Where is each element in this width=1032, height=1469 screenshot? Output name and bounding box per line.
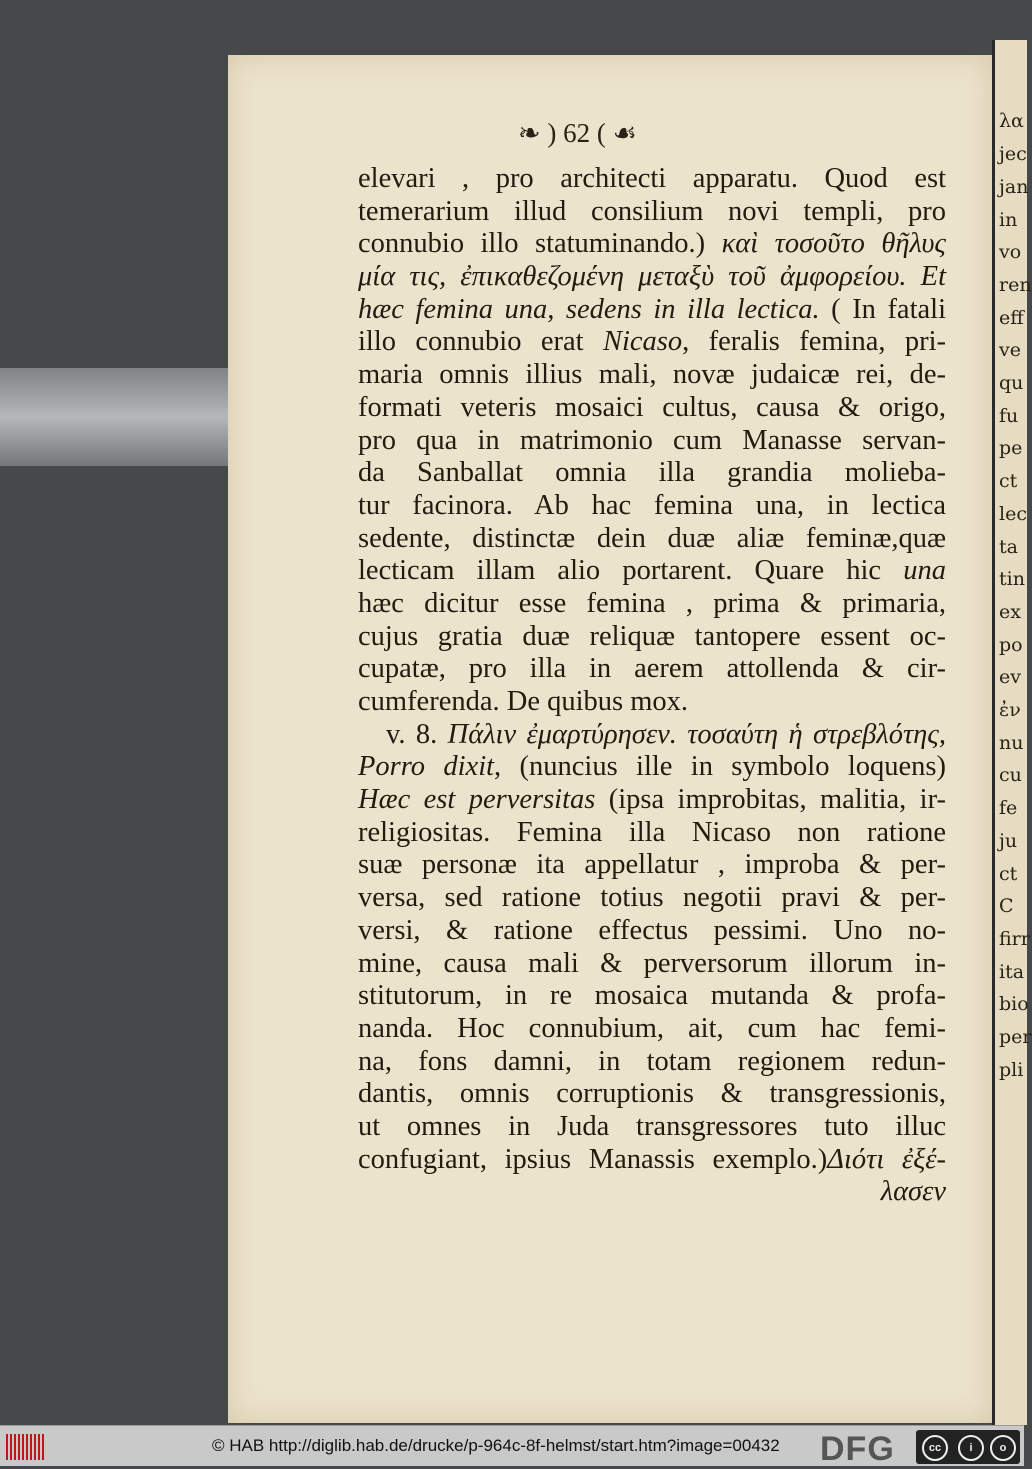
text-segment: connubio illo statuminando.) — [358, 228, 722, 260]
facing-page-fragment: nu — [999, 731, 1024, 754]
text-line — [358, 784, 946, 817]
text-segment: καὶ τοσοῦτο θῆλυς — [721, 228, 946, 260]
facing-page-fragment: lec — [999, 502, 1027, 525]
text-segment: maria omnis illius mali, novæ judaicæ rei, de- — [358, 359, 946, 391]
sa-icon: o — [990, 1435, 1016, 1461]
facing-page-fragment: ct — [999, 470, 1018, 493]
text-line — [358, 555, 946, 588]
facing-page-fragment: pe — [999, 437, 1023, 460]
text-segment: (ipsa improbitas, malitia, ir- — [595, 784, 946, 816]
text-line — [358, 261, 946, 294]
hab-logo-icon — [6, 1434, 46, 1460]
text-line — [358, 817, 946, 850]
facing-page-fragment: qu — [999, 372, 1024, 395]
facing-page-fragment: jan — [999, 175, 1029, 198]
page-header: ❧ ) 62 ( ☙ — [518, 118, 637, 148]
facing-page-fragment: C — [999, 895, 1014, 918]
text-line — [358, 1111, 946, 1144]
text-segment: na, fons damni, in totam regionem redun- — [358, 1045, 946, 1077]
facing-page-fragment: jec — [999, 143, 1027, 166]
text-segment: suæ personæ ita appellatur , improba & per- — [358, 849, 946, 881]
text-line — [358, 849, 946, 882]
text-line — [358, 490, 946, 523]
facing-page-fragment — [995, 73, 1027, 106]
page-body-text — [358, 163, 946, 1209]
text-line — [358, 588, 946, 621]
text-line — [358, 686, 946, 719]
facing-page-fragment: ren — [999, 273, 1032, 296]
text-segment: λασεν — [880, 1176, 946, 1208]
text-segment: Nicaso — [602, 326, 683, 358]
facing-page-fragment: ev — [999, 666, 1021, 689]
facing-page-fragment — [995, 40, 1027, 73]
text-segment: μία τις, ἐπικαθεζομένη μεταξὺ τοῦ ἀμφορείου. Et — [358, 261, 946, 293]
text-line — [358, 1078, 946, 1111]
text-segment: ( In fatali — [819, 293, 946, 325]
text-line — [358, 326, 946, 359]
text-line — [358, 915, 946, 948]
text-line — [358, 163, 946, 196]
facing-page-fragment: bio — [999, 993, 1029, 1016]
facing-page-fragment: fe — [999, 797, 1018, 820]
copyright-url[interactable]: © HAB http://diglib.hab.de/drucke/p-964c-8f-helmst/start.htm?image=00432 — [212, 1436, 780, 1455]
text-line — [358, 294, 946, 327]
text-segment: religiositas. Femina illa Nicaso non ratione — [358, 816, 946, 848]
by-icon: i — [958, 1435, 984, 1461]
facing-page-fragment: ve — [999, 339, 1021, 362]
text-line — [358, 228, 946, 261]
text-segment: Διότι ἐξέ- — [827, 1143, 947, 1175]
facing-page-fragment: in — [999, 208, 1018, 231]
text-segment: tur facinora. Ab hac femina una, in lectica — [358, 489, 946, 521]
text-segment: pro qua in matrimonio cum Manasse servan- — [358, 424, 946, 456]
text-segment: hæc femina una, sedens in illa lectica. — [358, 293, 820, 325]
text-line — [358, 196, 946, 229]
facing-page-fragment: cu — [999, 764, 1022, 787]
text-segment: cupatæ, pro illa in aerem attollenda & cir- — [358, 653, 946, 685]
facing-page-fragment: tin — [999, 568, 1025, 591]
facing-page-fragment: ct — [999, 862, 1018, 885]
facing-page-fragment: firr — [999, 927, 1030, 950]
text-line — [358, 719, 946, 752]
cc-icon: cc — [922, 1435, 948, 1461]
text-line — [358, 392, 946, 425]
text-segment: versi, & ratione effectus pessimi. Uno no- — [358, 914, 946, 946]
text-line — [358, 1046, 946, 1079]
text-line — [358, 980, 946, 1013]
text-segment: formati veteris mosaici cultus, causa & origo, — [358, 391, 946, 423]
text-line — [358, 425, 946, 458]
text-segment: mine, causa mali & perversorum illorum in- — [358, 947, 946, 979]
text-line — [358, 948, 946, 981]
text-segment: Hæc est perversitas — [358, 784, 596, 816]
facing-page-fragment: eff — [999, 306, 1024, 329]
text-segment: versa, sed ratione totius negotii pravi & per- — [358, 882, 946, 914]
dfg-logo: DFG — [820, 1430, 895, 1468]
footer-bar — [0, 1425, 1024, 1466]
text-line — [358, 359, 946, 392]
cc-license-badge[interactable] — [916, 1430, 1020, 1464]
facing-page-fragment: pli — [999, 1058, 1024, 1081]
facing-page-fragment: λα — [999, 110, 1024, 133]
text-segment: lecticam illam alio portarent. Quare hic — [358, 555, 904, 587]
text-segment: v. 8. — [386, 718, 448, 750]
facing-page-fragment: po — [999, 633, 1023, 656]
text-line — [358, 523, 946, 556]
text-segment: ut omnes in Juda transgressores tuto illuc — [358, 1110, 946, 1142]
text-line — [358, 1013, 946, 1046]
text-segment: illo connubio erat — [358, 326, 603, 358]
text-segment: una — [903, 555, 946, 587]
text-segment: nanda. Hoc connubium, ait, cum hac femi- — [358, 1012, 946, 1044]
text-segment: hæc dicitur esse femina , prima & primaria, — [358, 587, 946, 619]
text-line — [358, 751, 946, 784]
facing-page-fragment: fu — [999, 404, 1019, 427]
text-segment: Porro dixit — [358, 751, 495, 783]
facing-page-fragment: ita — [999, 960, 1025, 983]
text-line — [358, 1144, 946, 1177]
text-segment: dantis, omnis corruptionis & transgressionis, — [358, 1078, 946, 1110]
facing-page-fragment: per — [999, 1026, 1032, 1049]
text-segment: confugiant, ipsius Manassis exemplo.) — [358, 1143, 828, 1175]
text-segment: , (nuncius ille in symbolo loquens) — [494, 751, 946, 783]
facing-page-fragment: ἐν — [999, 699, 1021, 722]
facing-page-fragment: vo — [999, 241, 1022, 264]
facing-page-edge — [992, 40, 1032, 1425]
text-line — [358, 457, 946, 490]
text-line — [358, 653, 946, 686]
text-line — [358, 621, 946, 654]
text-segment: temerarium illud consilium novi templi, pro — [358, 195, 946, 227]
facing-page-fragment: ju — [999, 829, 1018, 852]
text-segment: Πάλιν ἐμαρτύρησεν. τοσαύτη ἡ στρεβλότης, — [447, 718, 946, 750]
text-segment: sedente, distinctæ dein duæ aliæ feminæ,quæ — [358, 522, 946, 554]
facing-page-fragment: ex — [999, 600, 1021, 623]
text-segment: da Sanballat omnia illa grandia molieba- — [358, 457, 946, 489]
text-line — [358, 882, 946, 915]
text-segment: , feralis femina, pri- — [682, 326, 947, 358]
facing-page-fragment: ta — [999, 535, 1018, 558]
text-line — [358, 1176, 946, 1209]
text-segment: elevari , pro architecti apparatu. Quod est — [358, 163, 946, 194]
text-segment: cumferenda. De quibus mox. — [358, 686, 689, 717]
text-segment: cujus gratia duæ reliquæ tantopere essent oc- — [358, 620, 946, 652]
text-segment: stitutorum, in re mosaica mutanda & profa- — [358, 980, 946, 1012]
